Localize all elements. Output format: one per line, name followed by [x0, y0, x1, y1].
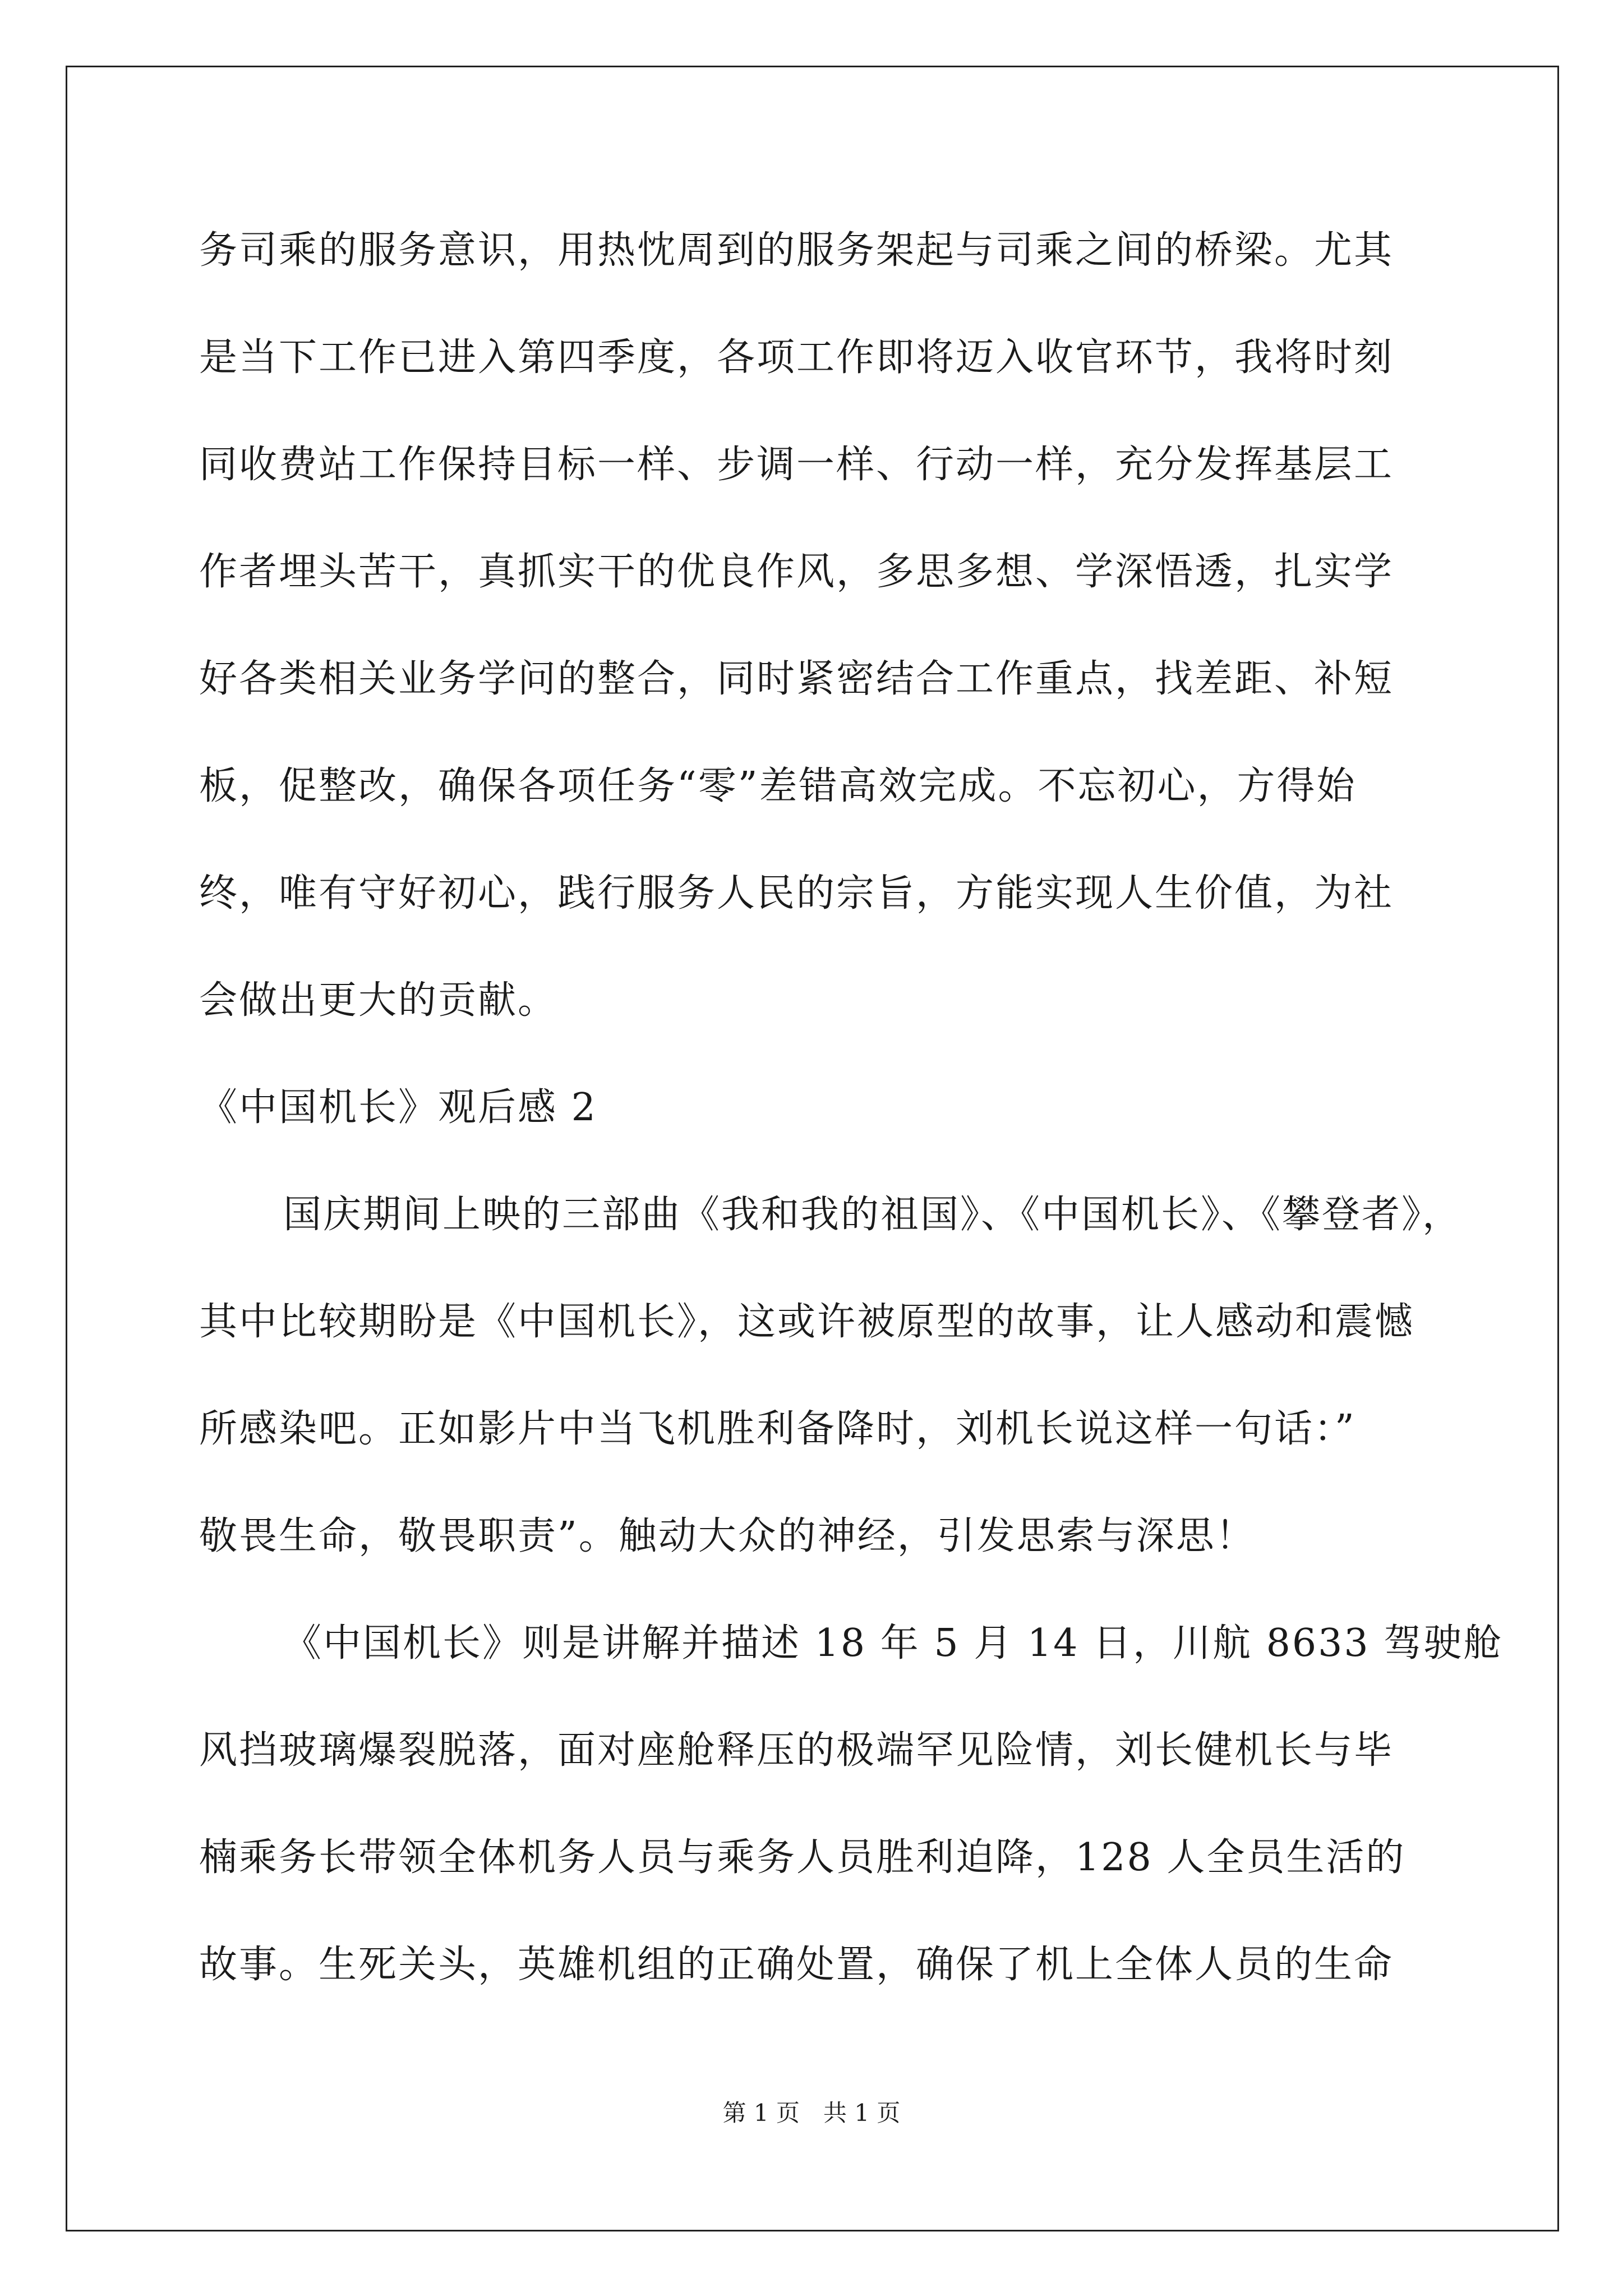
- text-line: 其中比较期盼是《中国机长》，这或许被原型的故事，让人感动和震憾: [199, 1300, 1415, 1344]
- text-line: 板，促整改，确保各项任务“零”差错高效完成。不忘初心，方得始: [199, 764, 1357, 808]
- paragraph-first-line: 《中国机长》则是讲解并描述 18 年 5 月 14 日，川航 8633 驾驶舱: [283, 1621, 1504, 1665]
- page-footer: 第 1 页 共 1 页: [722, 2099, 901, 2127]
- text-line: 同收费站工作保持目标一样、步调一样、行动一样，充分发挥基层工: [199, 443, 1394, 487]
- text-line: 作者埋头苦干，真抓实干的优良作风，多思多想、学深悟透，扎实学: [199, 550, 1394, 594]
- text-line: 是当下工作已进入第四季度，各项工作即将迈入收官环节，我将时刻: [199, 335, 1394, 380]
- text-line: 好各类相关业务学问的整合，同时紧密结合工作重点，找差距、补短: [199, 657, 1394, 701]
- text-line: 会做出更大的贡献。: [199, 978, 558, 1023]
- page-border: [66, 66, 1559, 2231]
- text-line: 敬畏生命，敬畏职责”。触动大众的神经，引发思索与深思！: [199, 1514, 1256, 1558]
- text-line: 风挡玻璃爆裂脱落，面对座舱释压的极端罕见险情，刘长健机长与毕: [199, 1728, 1394, 1773]
- text-line: 所感染吧。正如影片中当飞机胜利备降时，刘机长说这样一句话：”: [199, 1407, 1356, 1451]
- text-line: 故事。生死关头，英雄机组的正确处置，确保了机上全体人员的生命: [199, 1943, 1394, 1987]
- text-line: 终，唯有守好初心，践行服务人民的宗旨，方能实现人生价值，为社: [199, 871, 1394, 915]
- text-line: 楠乘务长带领全体机务人员与乘务人员胜利迫降，128 人全员生活的: [199, 1835, 1406, 1880]
- section-title: 《中国机长》观后感 2: [199, 1085, 597, 1130]
- paragraph-first-line: 国庆期间上映的三部曲《我和我的祖国》、《中国机长》、《攀登者》，: [283, 1193, 1463, 1237]
- text-line: 务司乘的服务意识，用热忱周到的服务架起与司乘之间的桥梁。尤其: [199, 228, 1394, 273]
